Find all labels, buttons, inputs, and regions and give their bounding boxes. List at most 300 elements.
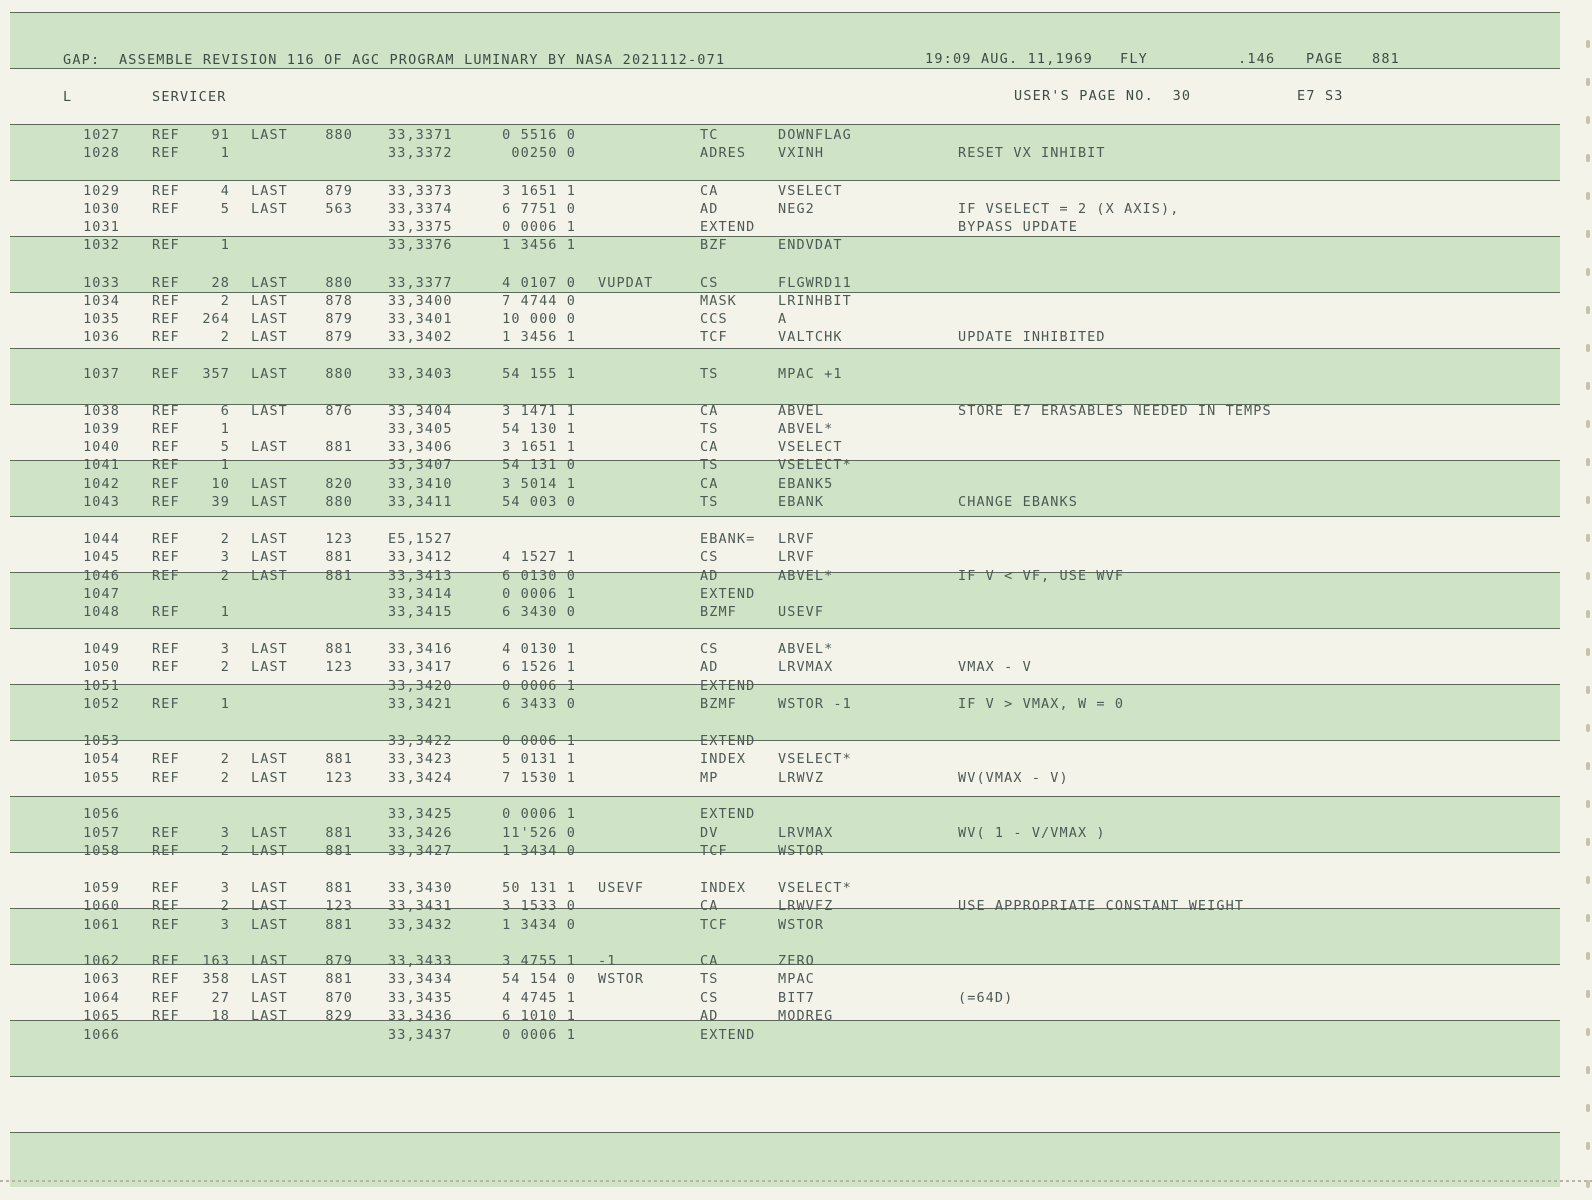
octal-code: 50 131 1	[502, 880, 576, 896]
last-tag: LAST	[251, 549, 288, 565]
line-number: 1039	[83, 421, 120, 437]
last-page: 881	[325, 751, 353, 767]
feed-hole	[1586, 876, 1590, 884]
octal-code: 3 1471 1	[502, 403, 576, 419]
opcode: TS	[700, 457, 719, 473]
last-page: 880	[325, 366, 353, 382]
line-number: 1038	[83, 403, 120, 419]
comment: USE APPROPRIATE CONSTANT WEIGHT	[958, 898, 1245, 914]
octal-code: 6 1526 1	[502, 659, 576, 675]
ref-tag: REF	[152, 293, 180, 309]
feed-hole	[1586, 800, 1590, 808]
ref-count: 39	[211, 494, 230, 510]
comment: WV(VMAX - V)	[958, 770, 1069, 786]
octal-code: 4 0107 0	[502, 275, 576, 291]
last-tag: LAST	[251, 971, 288, 987]
octal-code: 54 131 0	[502, 457, 576, 473]
address: 33,3403	[388, 366, 453, 382]
comment: IF V < VF, USE WVF	[958, 568, 1125, 584]
octal-code: 0 5516 0	[502, 127, 576, 143]
operand: WSTOR	[778, 917, 825, 933]
octal-code: 3 5014 1	[502, 476, 576, 492]
ref-tag: REF	[152, 990, 180, 1006]
opcode: INDEX	[700, 751, 747, 767]
last-page: 879	[325, 183, 353, 199]
ref-tag: REF	[152, 843, 180, 859]
page-label: PAGE	[1306, 51, 1344, 67]
listing-timestamp: 19:09 AUG. 11,1969	[925, 51, 1093, 67]
listing-row	[0, 549, 1592, 568]
comment: IF V > VMAX, W = 0	[958, 696, 1125, 712]
address: 33,3425	[388, 806, 453, 822]
ref-count: 3	[220, 825, 230, 841]
listing-row	[0, 971, 1592, 990]
opcode: EXTEND	[700, 678, 756, 694]
line-number: 1054	[83, 751, 120, 767]
opcode: AD	[700, 1008, 719, 1024]
listing-row	[0, 476, 1592, 495]
octal-code: 3 1533 0	[502, 898, 576, 914]
operand: USEVF	[778, 604, 825, 620]
line-number: 1043	[83, 494, 120, 510]
feed-hole	[1586, 762, 1590, 770]
line-number: 1052	[83, 696, 120, 712]
listing-row	[0, 568, 1592, 587]
last-tag: LAST	[251, 751, 288, 767]
address: 33,3424	[388, 770, 453, 786]
listing-row	[0, 659, 1592, 678]
listing-row	[0, 366, 1592, 385]
line-number: 1064	[83, 990, 120, 1006]
listing-row	[0, 898, 1592, 917]
operand: ABVEL*	[778, 421, 834, 437]
ref-tag: REF	[152, 237, 180, 253]
octal-code: 1 3456 1	[502, 329, 576, 345]
last-tag: LAST	[251, 293, 288, 309]
listing-row	[0, 733, 1592, 752]
ref-tag: REF	[152, 898, 180, 914]
listing-row	[0, 843, 1592, 862]
last-tag: LAST	[251, 659, 288, 675]
operand: LRVF	[778, 531, 815, 547]
listing-row	[0, 990, 1592, 1009]
address: 33,3432	[388, 917, 453, 933]
octal-code: 1 3434 0	[502, 843, 576, 859]
address: 33,3371	[388, 127, 453, 143]
last-page: 880	[325, 127, 353, 143]
ref-count: 2	[220, 329, 230, 345]
line-number: 1040	[83, 439, 120, 455]
opcode: CA	[700, 183, 719, 199]
octal-code: 7 1530 1	[502, 770, 576, 786]
ref-tag: REF	[152, 494, 180, 510]
feed-hole	[1586, 1104, 1590, 1112]
line-number: 1048	[83, 604, 120, 620]
operand: LRVMAX	[778, 659, 834, 675]
operand: VALTCHK	[778, 329, 843, 345]
listing-user: FLY	[1120, 51, 1148, 67]
last-tag: LAST	[251, 825, 288, 841]
address: 33,3373	[388, 183, 453, 199]
line-number: 1055	[83, 770, 120, 786]
opcode: CS	[700, 641, 719, 657]
address: 33,3412	[388, 549, 453, 565]
feed-hole	[1586, 648, 1590, 656]
last-tag: LAST	[251, 641, 288, 657]
listing-row	[0, 275, 1592, 294]
listing-row	[0, 953, 1592, 972]
opcode: BZMF	[700, 604, 737, 620]
ref-count: 1	[220, 237, 230, 253]
listing-row	[0, 403, 1592, 422]
address: 33,3427	[388, 843, 453, 859]
address: 33,3420	[388, 678, 453, 694]
octal-code: 1 3434 0	[502, 917, 576, 933]
feed-hole	[1586, 1142, 1590, 1150]
line-number: 1029	[83, 183, 120, 199]
address: 33,3436	[388, 1008, 453, 1024]
ref-count: 3	[220, 917, 230, 933]
line-number: 1059	[83, 880, 120, 896]
comment: BYPASS UPDATE	[958, 219, 1078, 235]
octal-code: 54 154 0	[502, 971, 576, 987]
ref-tag: REF	[152, 825, 180, 841]
line-number: 1050	[83, 659, 120, 675]
operand: LRVMAX	[778, 825, 834, 841]
listing-row	[0, 201, 1592, 220]
line-number: 1062	[83, 953, 120, 969]
operand: MPAC	[778, 971, 815, 987]
feed-hole	[1586, 192, 1590, 200]
line-number: 1063	[83, 971, 120, 987]
ref-count: 357	[202, 366, 230, 382]
address: 33,3430	[388, 880, 453, 896]
ref-tag: REF	[152, 751, 180, 767]
ref-count: 358	[202, 971, 230, 987]
comment: IF VSELECT = 2 (X AXIS),	[958, 201, 1180, 217]
ref-tag: REF	[152, 880, 180, 896]
feed-hole	[1586, 306, 1590, 314]
rule-line	[10, 516, 1560, 517]
address: 33,3410	[388, 476, 453, 492]
ref-tag: REF	[152, 953, 180, 969]
feed-hole	[1586, 1028, 1590, 1036]
listing-row	[0, 1008, 1592, 1027]
feed-hole	[1586, 458, 1590, 466]
last-tag: LAST	[251, 843, 288, 859]
ref-tag: REF	[152, 1008, 180, 1024]
comment: UPDATE INHIBITED	[958, 329, 1106, 345]
ref-tag: REF	[152, 659, 180, 675]
address: 33,3423	[388, 751, 453, 767]
last-page: 881	[325, 971, 353, 987]
octal-code: 3 1651 1	[502, 183, 576, 199]
line-number: 1027	[83, 127, 120, 143]
ref-tag: REF	[152, 549, 180, 565]
feed-hole	[1586, 724, 1590, 732]
listing-row	[0, 127, 1592, 146]
ref-count: 1	[220, 145, 230, 161]
ref-tag: REF	[152, 457, 180, 473]
octal-code: 4 1527 1	[502, 549, 576, 565]
operand: ABVEL	[778, 403, 825, 419]
ref-tag: REF	[152, 127, 180, 143]
address: 33,3413	[388, 568, 453, 584]
octal-code: 0 0006 1	[502, 678, 576, 694]
address: 33,3377	[388, 275, 453, 291]
opcode: TCF	[700, 843, 728, 859]
address: 33,3407	[388, 457, 453, 473]
octal-code: 6 3433 0	[502, 696, 576, 712]
octal-code: 4 4745 1	[502, 990, 576, 1006]
feed-hole	[1586, 914, 1590, 922]
opcode: TS	[700, 366, 719, 382]
last-page: 123	[325, 898, 353, 914]
octal-code: 6 3430 0	[502, 604, 576, 620]
feed-hole	[1586, 268, 1590, 276]
line-number: 1045	[83, 549, 120, 565]
line-number: 1056	[83, 806, 120, 822]
last-tag: LAST	[251, 201, 288, 217]
ref-count: 264	[202, 311, 230, 327]
last-page: 879	[325, 953, 353, 969]
address: 33,3414	[388, 586, 453, 602]
address: 33,3426	[388, 825, 453, 841]
last-page: 879	[325, 329, 353, 345]
ref-tag: REF	[152, 568, 180, 584]
opcode: AD	[700, 568, 719, 584]
rule-line	[10, 1132, 1560, 1133]
operand: WSTOR -1	[778, 696, 852, 712]
last-page: 881	[325, 549, 353, 565]
octal-code: 3 1651 1	[502, 439, 576, 455]
address: 33,3437	[388, 1027, 453, 1043]
last-page: 829	[325, 1008, 353, 1024]
address: 33,3421	[388, 696, 453, 712]
operand: LRINHBIT	[778, 293, 852, 309]
ref-count: 1	[220, 457, 230, 473]
last-tag: LAST	[251, 953, 288, 969]
feed-hole	[1586, 610, 1590, 618]
listing-fraction: .146	[1238, 51, 1276, 67]
listing-row	[0, 421, 1592, 440]
opcode: EXTEND	[700, 586, 756, 602]
listing-row	[0, 770, 1592, 789]
last-page: 881	[325, 439, 353, 455]
listing-row	[0, 806, 1592, 825]
listing-row	[0, 825, 1592, 844]
symbol-label: VUPDAT	[598, 275, 654, 291]
line-number: 1042	[83, 476, 120, 492]
comment: (=64D)	[958, 990, 1014, 1006]
listing-row	[0, 1027, 1592, 1046]
listing-row	[0, 183, 1592, 202]
address: E5,1527	[388, 531, 453, 547]
ref-count: 4	[220, 183, 230, 199]
comment: STORE E7 ERASABLES NEEDED IN TEMPS	[958, 403, 1272, 419]
last-tag: LAST	[251, 990, 288, 1006]
address: 33,3431	[388, 898, 453, 914]
rule-line	[10, 796, 1560, 797]
line-number: 1033	[83, 275, 120, 291]
line-number: 1036	[83, 329, 120, 345]
octal-code: 7 4744 0	[502, 293, 576, 309]
last-page: 820	[325, 476, 353, 492]
line-number: 1057	[83, 825, 120, 841]
ref-count: 18	[211, 1008, 230, 1024]
ref-tag: REF	[152, 183, 180, 199]
listing-row	[0, 586, 1592, 605]
last-tag: LAST	[251, 127, 288, 143]
opcode: TC	[700, 127, 719, 143]
line-number: 1034	[83, 293, 120, 309]
listing-row	[0, 494, 1592, 513]
listing-row	[0, 604, 1592, 623]
address: 33,3416	[388, 641, 453, 657]
last-page: 881	[325, 641, 353, 657]
line-number: 1037	[83, 366, 120, 382]
operand: ZERO	[778, 953, 815, 969]
octal-code: 1 3456 1	[502, 237, 576, 253]
opcode: CA	[700, 898, 719, 914]
address: 33,3411	[388, 494, 453, 510]
feed-hole	[1586, 116, 1590, 124]
feed-hole	[1586, 230, 1590, 238]
ref-count: 2	[220, 898, 230, 914]
ref-tag: REF	[152, 403, 180, 419]
ref-count: 163	[202, 953, 230, 969]
octal-code: 54 155 1	[502, 366, 576, 382]
opcode: BZMF	[700, 696, 737, 712]
ref-count: 2	[220, 568, 230, 584]
operand: WSTOR	[778, 843, 825, 859]
ref-tag: REF	[152, 329, 180, 345]
last-tag: LAST	[251, 366, 288, 382]
line-number: 1058	[83, 843, 120, 859]
ref-tag: REF	[152, 531, 180, 547]
address: 33,3402	[388, 329, 453, 345]
ref-tag: REF	[152, 476, 180, 492]
user-page-number: USER'S PAGE NO. 30	[1014, 88, 1192, 104]
line-number: 1049	[83, 641, 120, 657]
feed-hole	[1586, 496, 1590, 504]
ref-count: 3	[220, 641, 230, 657]
paper-band	[10, 1132, 1560, 1187]
octal-code: 0 0006 1	[502, 1027, 576, 1043]
last-tag: LAST	[251, 476, 288, 492]
ref-count: 2	[220, 843, 230, 859]
ref-count: 2	[220, 770, 230, 786]
operand: MODREG	[778, 1008, 834, 1024]
feed-hole	[1586, 990, 1590, 998]
line-number: 1060	[83, 898, 120, 914]
last-tag: LAST	[251, 1008, 288, 1024]
ref-tag: REF	[152, 917, 180, 933]
feed-hole	[1586, 686, 1590, 694]
address: 33,3434	[388, 971, 453, 987]
octal-code: 0 0006 1	[502, 219, 576, 235]
opcode: TCF	[700, 917, 728, 933]
listing-row	[0, 880, 1592, 899]
bank-label: E7 S3	[1297, 88, 1344, 104]
octal-code: 3 4755 1	[502, 953, 576, 969]
listing-row	[0, 237, 1592, 256]
line-number: 1047	[83, 586, 120, 602]
last-page: 876	[325, 403, 353, 419]
listing-row	[0, 439, 1592, 458]
listing-row	[0, 219, 1592, 238]
opcode: CA	[700, 476, 719, 492]
listing-row	[0, 751, 1592, 770]
feed-hole	[1586, 1066, 1590, 1074]
opcode: AD	[700, 201, 719, 217]
operand: ENDVDAT	[778, 237, 843, 253]
opcode: TS	[700, 971, 719, 987]
octal-code: 6 7751 0	[502, 201, 576, 217]
ref-count: 1	[220, 696, 230, 712]
ref-count: 10	[211, 476, 230, 492]
line-number: 1032	[83, 237, 120, 253]
ref-tag: REF	[152, 604, 180, 620]
octal-code: 0 0006 1	[502, 733, 576, 749]
ref-count: 1	[220, 604, 230, 620]
address: 33,3435	[388, 990, 453, 1006]
comment: RESET VX INHIBIT	[958, 145, 1106, 161]
operand: EBANK	[778, 494, 825, 510]
listing-title: GAP: ASSEMBLE REVISION 116 OF AGC PROGRAM LUMINARY BY NASA 2021112-071	[63, 52, 726, 68]
opcode: CA	[700, 403, 719, 419]
listing-mark: L	[63, 89, 73, 105]
octal-code: 54 130 1	[502, 421, 576, 437]
ref-count: 28	[211, 275, 230, 291]
listing-row	[0, 457, 1592, 476]
ref-count: 2	[220, 293, 230, 309]
octal-code: 4 0130 1	[502, 641, 576, 657]
operand: BIT7	[778, 990, 815, 1006]
last-page: 123	[325, 659, 353, 675]
address: 33,3375	[388, 219, 453, 235]
listing-row	[0, 678, 1592, 697]
opcode: EBANK=	[700, 531, 756, 547]
last-tag: LAST	[251, 311, 288, 327]
last-page: 881	[325, 568, 353, 584]
operand: A	[778, 311, 788, 327]
ref-count: 2	[220, 531, 230, 547]
listing-row	[0, 145, 1592, 164]
rule-line	[10, 628, 1560, 629]
listing-row	[0, 917, 1592, 936]
line-number: 1061	[83, 917, 120, 933]
line-number: 1044	[83, 531, 120, 547]
perforation-edge	[0, 1180, 1592, 1182]
ref-count: 6	[220, 403, 230, 419]
operand: VSELECT*	[778, 751, 852, 767]
opcode: BZF	[700, 237, 728, 253]
ref-count: 27	[211, 990, 230, 1006]
operand: MPAC +1	[778, 366, 843, 382]
rule-line	[10, 348, 1560, 349]
address: 33,3372	[388, 145, 453, 161]
octal-code: 5 0131 1	[502, 751, 576, 767]
address: 33,3415	[388, 604, 453, 620]
listing-row	[0, 329, 1592, 348]
operand: VXINH	[778, 145, 825, 161]
last-tag: LAST	[251, 403, 288, 419]
last-tag: LAST	[251, 531, 288, 547]
ref-tag: REF	[152, 439, 180, 455]
last-page: 881	[325, 880, 353, 896]
feed-hole	[1586, 78, 1590, 86]
